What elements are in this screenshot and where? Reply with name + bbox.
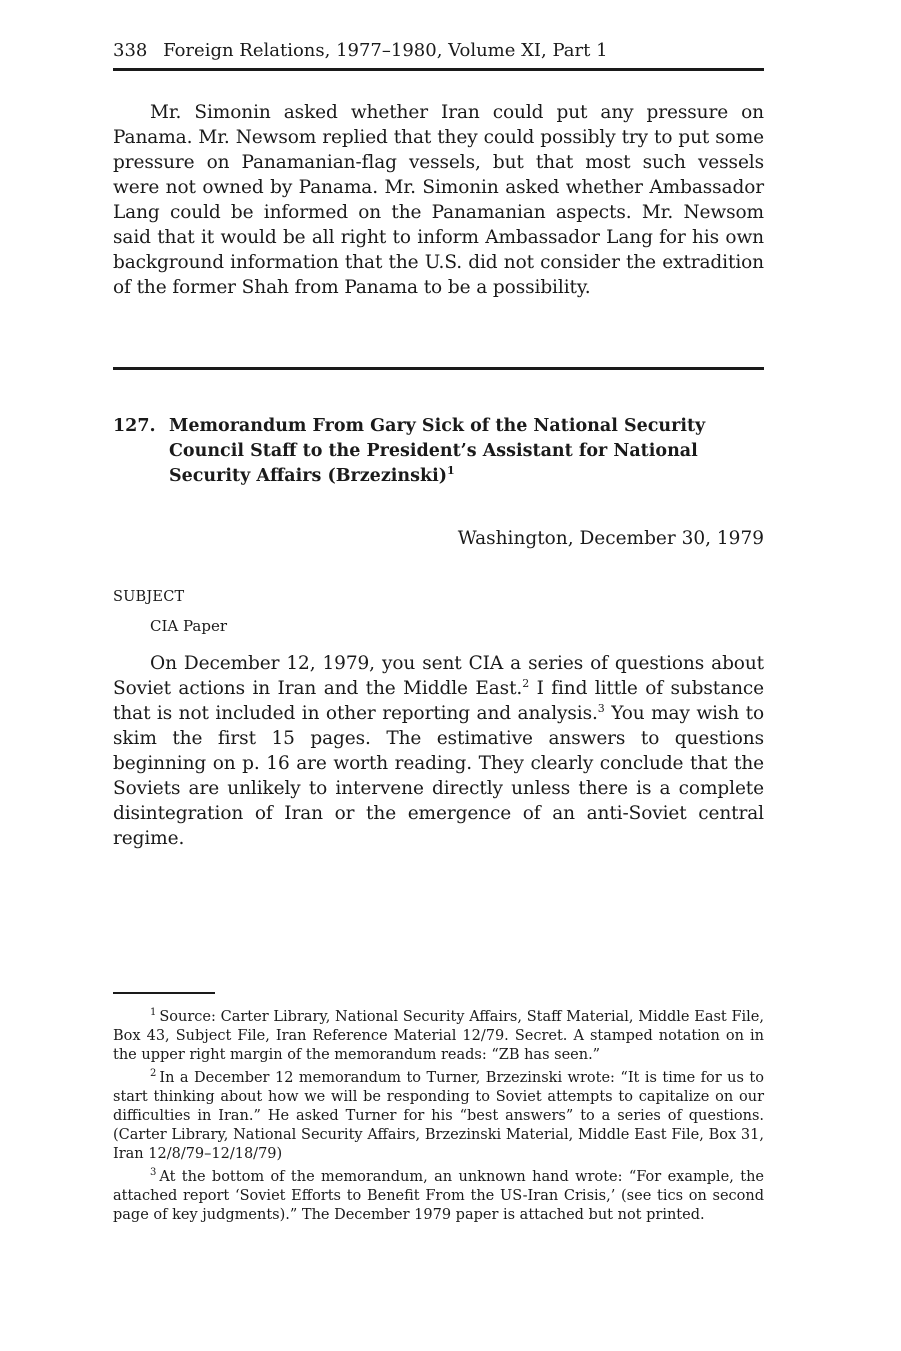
footnote-text: In a December 12 memorandum to Turner, Brzezinski wrote: “It is time for us to start thinking about how we will be responding to Soviet attempts to capitalize on our difficulties in Iran.” He asked Turner for his “best answers” to a series of questions. (Carter Library, National Security Affairs, Brzezinski Material, Middle East File, Box 31, Iran 12/8/79–12/18/79): [113, 1070, 764, 1162]
footnote-rule: [113, 992, 215, 994]
footnote-text: At the bottom of the memorandum, an unknown hand wrote: “For example, the attached report ‘Soviet Efforts to Benefit From the US-Iran Crisis,’ (see tics on second page of key judgments).” The December 1979 paper is attached but not printed.: [113, 1169, 764, 1223]
footnote-marker: 3: [150, 1167, 157, 1179]
footnotes: [113, 1008, 764, 1229]
footnote-ref-2[interactable]: 2: [522, 676, 530, 690]
memo-body-segment: You may wish to skim the first 15 pages. The estimative answers to questions beginning on p. 16 are worth reading. They clearly conclude that the Soviets are unlikely to intervene directly unless there is a complete disintegration of Iran or the emergence of an anti-Soviet central regime.: [113, 703, 764, 849]
subject-label: SUBJECT: [113, 589, 185, 605]
memo-body-paragraph: [113, 651, 764, 851]
footnote-ref-1[interactable]: 1: [447, 464, 455, 478]
footnote-marker: 1: [150, 1007, 157, 1019]
footnote-marker: 2: [150, 1068, 157, 1080]
footnote-text: Source: Carter Library, National Security Affairs, Staff Material, Middle East File, Box 43, Subject File, Iran Reference Material 12/79. Secret. A stamped notation on in the upper right margin of the memorandum reads: “ZB has seen.”: [113, 1009, 764, 1063]
document-heading: [113, 414, 764, 489]
footnote-ref-3[interactable]: 3: [597, 701, 605, 715]
page-number: 338: [113, 40, 148, 61]
document-title: [169, 414, 729, 489]
paragraph-continued: Mr. Simonin asked whether Iran could put any pressure on Panama. Mr. Newsom replied that they could possibly try to put some pressure on Panamanian-flag vessels, but that most such vessels were not owned by Panama. Mr. Simonin asked whether Ambassador Lang could be informed on the Panamanian aspects. Mr. Newsom said that it would be all right to inform Ambassador Lang for his own background information that the U.S. did not consider the extradition of the former Shah from Panama to be a possibility.: [113, 102, 764, 298]
memo-body-segment: I find little of substance that is not included in other reporting and analysis.: [113, 678, 764, 724]
dateline: Washington, December 30, 1979: [457, 528, 764, 549]
document-title-text: Memorandum From Gary Sick of the National Security Council Staff to the President’s Assistant for National Security Affairs (Brzezinski): [169, 416, 706, 486]
footnote-2: [113, 1069, 764, 1164]
document-number: 127.: [113, 416, 156, 436]
running-head: [113, 40, 764, 62]
running-head-title: Foreign Relations, 1977–1980, Volume XI, Part 1: [163, 40, 608, 61]
footnote-3: [113, 1168, 764, 1225]
header-rule: [113, 68, 764, 71]
footnote-1: [113, 1008, 764, 1065]
memo-body-segment: On December 12, 1979, you sent CIA a series of questions about Soviet actions in Iran and the Middle East.: [113, 653, 764, 699]
subject-value: CIA Paper: [150, 617, 228, 635]
section-rule: [113, 367, 764, 370]
